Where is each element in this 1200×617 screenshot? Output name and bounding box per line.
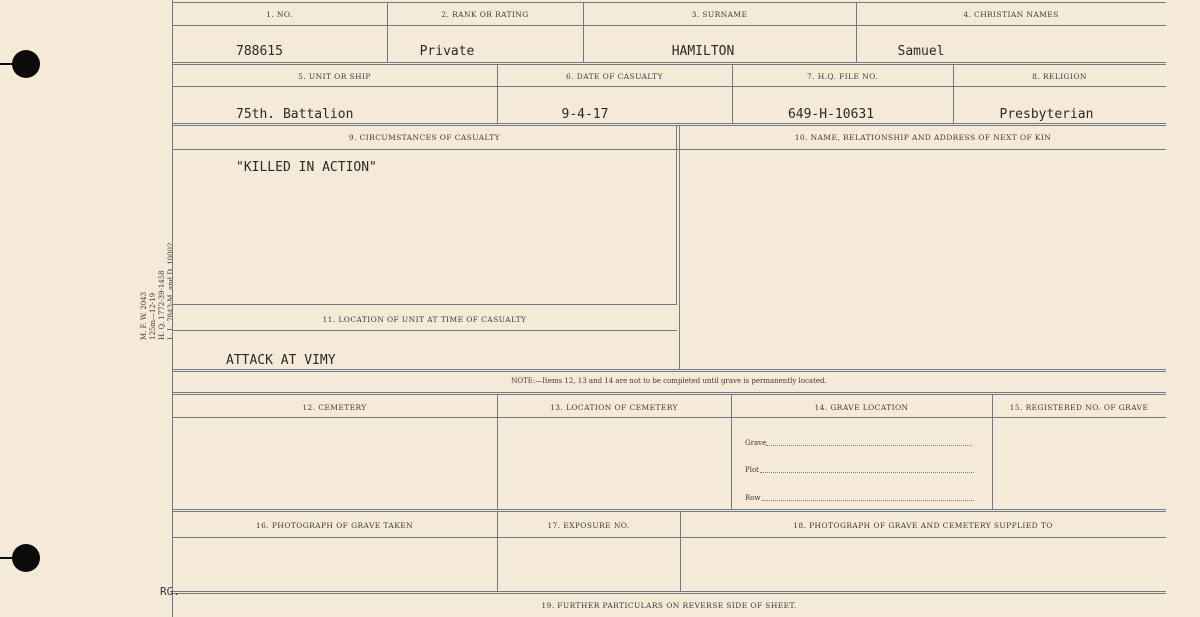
field-label-location-of-cemetery: 13. LOCATION OF CEMETERY (550, 403, 678, 412)
rule (172, 86, 1166, 87)
field-label-religion: 8. RELIGION (1032, 72, 1087, 81)
field-value-unit: 75th. Battalion (236, 107, 354, 122)
completion-note: NOTE:—Items 12, 13 and 14 are not to be completed until grave is permanently located. (511, 377, 827, 385)
row-line-label: Row (745, 494, 761, 502)
field-label-surname: 3. SURNAME (691, 10, 748, 19)
rule (172, 591, 1166, 594)
field-value-hq-file: 649-H-10631 (787, 107, 875, 122)
field-label-christian-names: 4. CHRISTIAN NAMES (963, 10, 1059, 19)
field-label-exposure-no: 17. EXPOSURE NO. (547, 521, 630, 530)
rule (497, 395, 498, 510)
rule (172, 25, 1166, 26)
field-label-number: 1. NO. (266, 10, 293, 19)
field-label-cemetery: 12. CEMETERY (302, 403, 367, 412)
field-label-photograph-taken: 16. PHOTOGRAPH OF GRAVE TAKEN (255, 521, 414, 530)
field-label-registered-no: 15. REGISTERED NO. OF GRAVE (1009, 403, 1149, 412)
rg-marker: RG. (160, 585, 180, 598)
field-label-circumstances: 9. CIRCUMSTANCES OF CASUALTY (348, 133, 501, 142)
field-label-grave-location: 14. GRAVE LOCATION (814, 403, 909, 412)
field-label-unit: 5. UNIT OR SHIP (298, 72, 371, 81)
rule (731, 395, 732, 510)
rule (172, 369, 1166, 372)
rule (172, 123, 1166, 126)
field-value-rank: Private (419, 44, 475, 59)
plot-dotted-line (760, 472, 974, 473)
footer-further-particulars: 19. FURTHER PARTICULARS ON REVERSE SIDE OF SHEET. (541, 601, 797, 610)
form-print-code (140, 243, 176, 340)
grave-dotted-line (766, 445, 972, 446)
field-value-number: 788615 (236, 44, 283, 59)
rule (172, 304, 677, 305)
rule (992, 395, 993, 510)
field-label-location-of-unit: 11. LOCATION OF UNIT AT TIME OF CASUALTY (322, 315, 527, 324)
field-label-hq-file: 7. H.Q. FILE NO. (806, 72, 879, 81)
plot-line-label: Plot (745, 466, 759, 474)
print-line-2: 125m—12-19 (149, 292, 157, 340)
rule (172, 62, 1166, 65)
punch-hole-bottom-line (0, 557, 26, 559)
rule (676, 125, 677, 305)
rule (172, 2, 1166, 3)
rule (172, 537, 1166, 538)
punch-hole-top-line (0, 63, 26, 65)
field-value-christian-names: Samuel (897, 44, 945, 59)
rule (172, 509, 1166, 512)
field-label-rank: 2. RANK OR RATING (441, 10, 529, 19)
field-label-next-of-kin: 10. NAME, RELATIONSHIP AND ADDRESS OF NEXT OF KIN (794, 133, 1052, 142)
print-line-4: L. L. 7843-M. and D. 10002 (167, 242, 175, 340)
rule (172, 417, 1166, 418)
print-line-3: H. Q. 1772-39-1458 (158, 270, 166, 340)
field-value-surname: HAMILTON (671, 44, 735, 59)
field-value-location-of-unit: ATTACK AT VIMY (226, 353, 336, 368)
rule (172, 330, 677, 331)
rule (679, 125, 680, 370)
field-value-religion: Presbyterian (999, 107, 1094, 122)
print-line-1: M. F. W. 2043 (140, 291, 148, 340)
field-value-circumstances: "KILLED IN ACTION" (236, 160, 377, 175)
rule (172, 392, 1166, 395)
rule (172, 149, 1166, 150)
row-dotted-line (762, 500, 974, 501)
field-label-photograph-supplied-to: 18. PHOTOGRAPH OF GRAVE AND CEMETERY SUPPLIED TO (793, 521, 1053, 530)
field-value-date-of-casualty: 9-4-17 (561, 107, 609, 122)
grave-line-label: Grave (745, 439, 767, 447)
field-label-date-of-casualty: 6. DATE OF CASUALTY (566, 72, 663, 81)
